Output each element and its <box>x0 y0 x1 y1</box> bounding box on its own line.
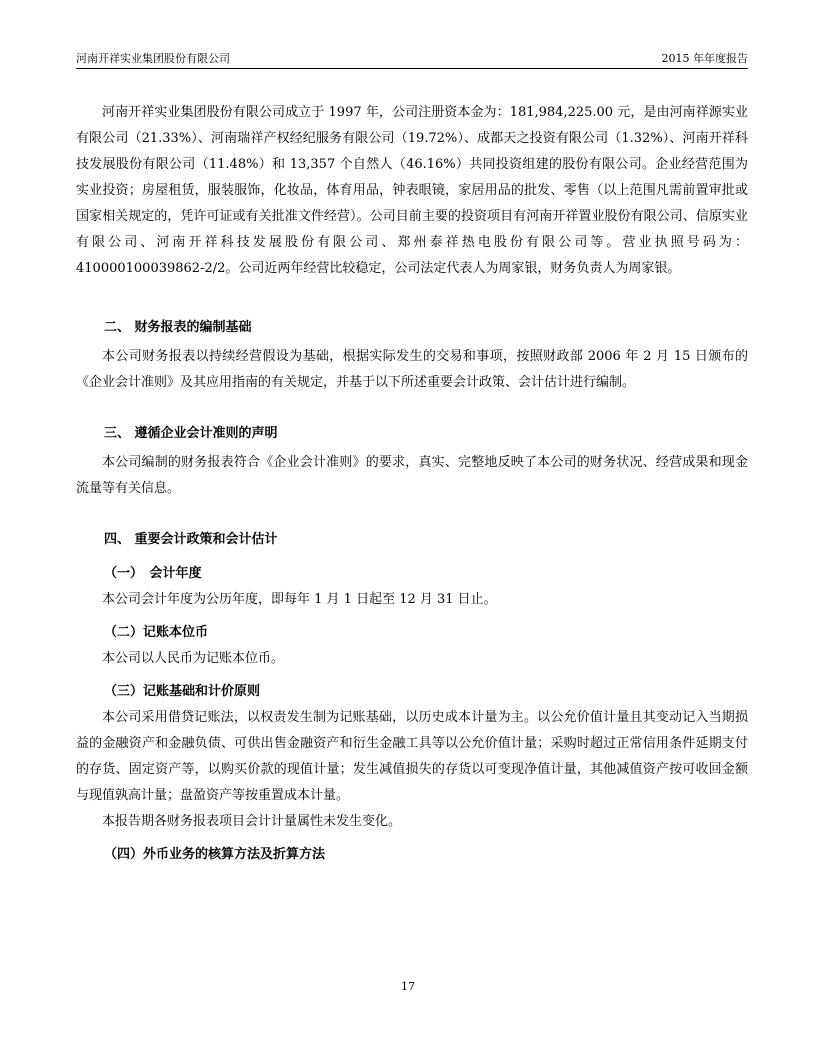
subsection-4-heading: （四）外币业务的核算方法及折算方法 <box>104 847 326 862</box>
section-4-heading: 四、 重要会计政策和会计估计 <box>104 532 278 547</box>
subsection-3-heading: （三）记账基础和计价原则 <box>104 684 261 699</box>
subsection-1-text: 本公司会计年度为公历年度，即每年 1 月 1 日起至 12 月 31 日止。 <box>102 592 497 607</box>
document-body <box>76 100 748 865</box>
subsection-2-text: 本公司以人民币为记账本位币。 <box>102 651 285 666</box>
section-3-text: 本公司编制的财务报表符合《企业会计准则》的要求，真实、完整地反映了本公司的财务状况、经营成果和现金流量等有关信息。 <box>76 455 748 496</box>
header-company: 河南开祥实业集团股份有限公司 <box>76 52 230 65</box>
header-report-title: 2015 年年度报告 <box>661 52 748 65</box>
page-number: 17 <box>401 980 415 993</box>
section-2-text: 本公司财务报表以持续经营假设为基础，根据实际发生的交易和事项，按照财政部 2006 年 2 月 15 日颁布的《企业会计准则》及其应用指南的有关规定，并基于以下所述重要会计政策、会计估计进行编制。 <box>76 349 748 390</box>
section-2-heading: 二、 财务报表的编制基础 <box>104 320 252 335</box>
company-intro: 河南开祥实业集团股份有限公司成立于 1997 年，公司注册资本金为：181,984,225.00 元，是由河南祥源实业有限公司（21.33%）、河南瑞祥产权经纪服务有限公司（19.72%）、成都天之投资有限公司（1.32%）、河南开祥科技发展股份有限公司（11.48%）和 13,357 个自然人（46.16%）共同投资组建的股份有限公司。企业经营范围为实业投资；房屋租赁，服装服饰，化妆品，体育用品，钟表眼镜，家居用品的批发、零售（以上范围凡需前置审批或国家相关规定的，凭许可证或有关批准文件经营）。公司目前主要的投资项目有河南开祥置业股份有限公司、信原实业有限公司、河南开祥科技发展股份有限公司、郑州泰祥热电股份有限公司等。营业执照号码为：410000100039862-2/2。公司近两年经营比较稳定，公司法定代表人为周家银，财务负责人为周家银。 <box>76 105 748 276</box>
page-header <box>76 50 748 69</box>
subsection-2-heading: （二）记账本位币 <box>104 625 209 640</box>
section-3-heading: 三、 遵循企业会计准则的声明 <box>104 426 278 441</box>
subsection-3-note: 本报告期各财务报表项目会计计量属性未发生变化。 <box>102 814 402 829</box>
subsection-3-text: 本公司采用借贷记账法，以权责发生制为记账基础，以历史成本计量为主。以公允价值计量且其变动记入当期损益的金融资产和金融负债、可供出售金融资产和衍生金融工具等以公允价值计量；采购时超过正常信用条件延期支付的存货、固定资产等，以购买价款的现值计量；发生减值损失的存货以可变现净值计量，其他减值资产按可收回金额与现值孰高计量；盘盈资产等按重置成本计量。 <box>76 710 748 803</box>
subsection-1-heading: （一） 会计年度 <box>104 566 202 581</box>
